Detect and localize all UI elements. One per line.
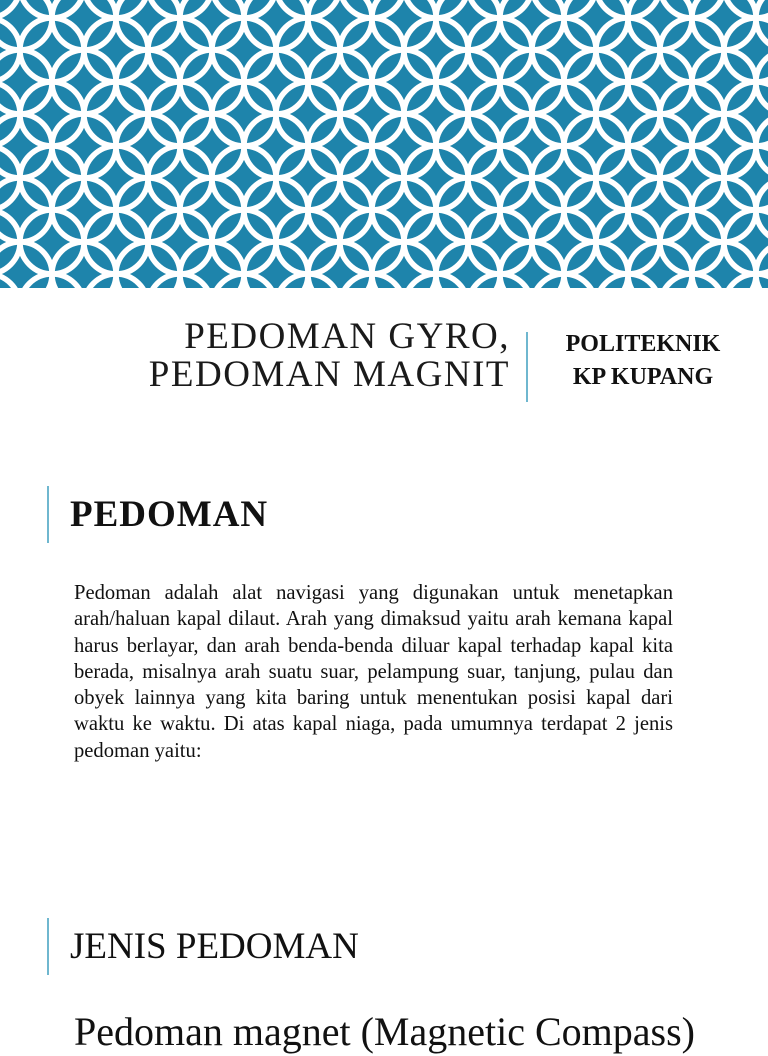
title-line-2: PEDOMAN MAGNIT — [148, 354, 510, 395]
org-line-1: POLITEKNIK — [565, 331, 721, 357]
section-heading-jenis-pedoman: JENIS PEDOMAN — [70, 926, 359, 967]
title-block — [0, 318, 768, 398]
org-line-2: KP KUPANG — [572, 364, 714, 390]
section-heading-pedoman: PEDOMAN — [70, 494, 269, 535]
title-line-1: PEDOMAN GYRO, — [184, 316, 510, 357]
title-divider — [526, 332, 528, 402]
banner-ring-pattern — [0, 0, 768, 288]
decorative-pattern-banner — [0, 0, 768, 288]
partial-list-item: Pedoman magnet (Magnetic Compass) — [74, 1009, 695, 1054]
presentation-title — [149, 318, 510, 394]
heading-accent-bar — [47, 918, 49, 975]
pedoman-description: Pedoman adalah alat navigasi yang digunakan untuk menetapkan arah/haluan kapal dilaut. Arah yang dimaksud yaitu arah kemana kapal harus berlayar, dan arah benda-benda diluar kapal terhadap kapal kita berada, misalnya arah suatu suar, pelampung suar, tanjung, pulau dan obyek lainnya yang kita baring untuk menentukan posisi kapal dari waktu ke waktu. Di atas kapal niaga, pada umumnya terdapat 2 jenis pedoman yaitu: — [74, 582, 673, 762]
organization-name — [533, 328, 753, 394]
heading-accent-bar — [47, 486, 49, 543]
